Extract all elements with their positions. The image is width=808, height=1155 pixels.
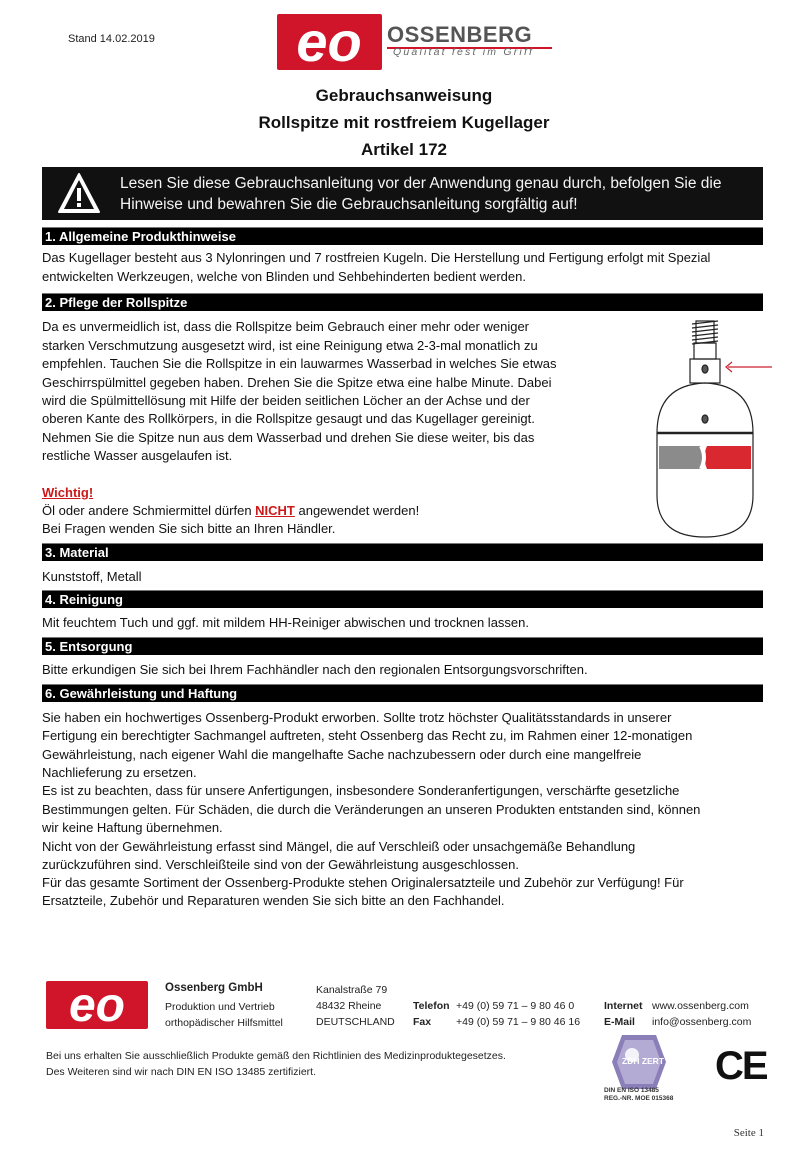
section-text-line: Da es unvermeidlich ist, dass die Rollspitze beim Gebrauch einer mehr oder weniger — [42, 319, 530, 334]
section-heading-disposal: 5. Entsorgung — [42, 637, 763, 655]
brand-slogan: Qualität fest im Griff — [393, 46, 535, 58]
section-text-line: restliche Wasser ausgelaufen ist. — [42, 448, 233, 463]
page-number: Seite 1 — [733, 1127, 764, 1139]
eo-logo-icon — [46, 981, 148, 1029]
svg-text:ZDH ZERT: ZDH ZERT — [621, 1056, 665, 1066]
section-text-line: wir keine Haftung übernehmen. — [42, 820, 223, 835]
section-text-line: Gewährleistung, nach eigener Wahl die mangelhafte Sache nachzubessern oder durch eine mangelfreie — [42, 747, 642, 762]
dealer-note: Bei Fragen wenden Sie sich bitte an Ihren Händler. — [42, 521, 336, 536]
document-date: Stand 14.02.2019 — [68, 33, 155, 45]
section-text-line: Geschirrspülmittel gegeben haben. Drehen Sie die Spitze etwa eine halbe Minute. Dabei — [42, 375, 552, 390]
svg-text:eo: eo — [296, 14, 362, 70]
address-street: Kanalstraße 79 — [316, 984, 388, 996]
email-link[interactable]: info@ossenberg.com — [652, 1016, 752, 1028]
legal-text-line: Bei uns erhalten Sie ausschließlich Produkte gemäß den Richtlinien des Medizinproduktegesetzes. — [46, 1050, 506, 1062]
section-text-line: Bestimmungen gelten. Für Schäden, die durch die Veränderungen an unseren Produkten entstanden sind, können — [42, 802, 701, 817]
disposal-text: Bitte erkundigen Sie sich bei Ihrem Fachhändler nach den regionalen Entsorgungsvorschriften. — [42, 662, 588, 677]
phone-number[interactable]: +49 (0) 59 71 – 9 80 46 0 — [456, 1000, 575, 1012]
section-heading-care: 2. Pflege der Rollspitze — [42, 293, 763, 311]
warning-text: Lesen Sie diese Gebrauchsanleitung vor der Anwendung genau durch, befolgen Sie die Hinweise und bewahren Sie die Gebrauchsanleitung sorgfältig auf! — [120, 175, 722, 213]
certificate-badge-icon — [610, 1033, 668, 1091]
section-text-line: Nehmen Sie die Spitze nun aus dem Wasserbad und drehen Sie diese weiter, bis das — [42, 430, 535, 445]
not-emphasis: NICHT — [255, 503, 295, 518]
material-text: Kunststoff, Metall — [42, 569, 142, 584]
warning-banner — [42, 167, 763, 220]
section-text-line: zurückzuführen sind. Verschleißteile sind von der Gewährleistung ausgeschlossen. — [42, 857, 519, 872]
section-text-line: starken Verschmutzung ausgesetzt wird, ist eine Reinigung etwa 2-3-mal monatlich zu — [42, 338, 538, 353]
product-title: Rollspitze mit rostfreiem Kugellager — [258, 113, 550, 132]
section-text-line: wird die Spülmittellösung mit Hilfe der beiden seitlichen Löcher an der Achse und der — [42, 393, 530, 408]
footer-logo — [46, 981, 148, 1029]
email-label: E-Mail — [604, 1016, 635, 1028]
section-text-line: Es ist zu beachten, dass für unsere Anfertigungen, insbesondere Sonderanfertigungen, verschärfte gesetzliche — [42, 783, 680, 798]
ce-mark-icon: CE — [715, 1044, 767, 1088]
section-text-line: Ersatzteile, Zubehör und Reparaturen wenden Sie sich bitte an den Fachhandel. — [42, 893, 505, 908]
address-country: DEUTSCHLAND — [316, 1016, 395, 1028]
lubricant-note — [42, 502, 419, 520]
phone-label: Telefon — [413, 1000, 450, 1012]
section-text-line: oberen Kante des Rollkörpers, in die Rollspitze gesaugt und das Kugellager gereinigt. — [42, 411, 535, 426]
fax-number: +49 (0) 59 71 – 9 80 46 16 — [456, 1016, 581, 1028]
fax-label: Fax — [413, 1016, 432, 1028]
section-heading-cleaning: 4. Reinigung — [42, 590, 763, 608]
section-heading-general: 1. Allgemeine Produkthinweise — [42, 227, 763, 245]
section-text-line: Für das gesamte Sortiment der Ossenberg-Produkte stehen Originalersatzteile und Zubehör zur Verfügung! Für — [42, 875, 684, 890]
section-text-line: empfehlen. Tauchen Sie die Rollspitze in ein lauwarmes Wasserbad in welches Sie etwas — [42, 356, 557, 371]
brand-name: OSSENBERG — [387, 22, 533, 47]
section-text-line: Das Kugellager besteht aus 3 Nylonringen und 7 rostfreien Kugeln. Die Herstellung und Fertigung erfolgt mit Spezial — [42, 250, 711, 265]
document-title: Gebrauchsanweisung — [315, 86, 493, 105]
section-text-line: Fertigung ein berechtigter Sachmangel auftreten, steht Ossenberg das Recht zu, im Rahmen einer 12-monatigen — [42, 728, 693, 743]
section-heading-warranty: 6. Gewährleistung und Haftung — [42, 684, 763, 702]
company-line: orthopädischer Hilfsmittel — [165, 1017, 283, 1029]
section-heading-material: 3. Material — [42, 543, 763, 561]
cleaning-text: Mit feuchtem Tuch und ggf. mit mildem HH-Reiniger abwischen und trocknen lassen. — [42, 615, 529, 630]
address-city: 48432 Rheine — [316, 1000, 382, 1012]
cert-registration: REG.-NR. MOE 015368 — [604, 1095, 674, 1102]
important-label: Wichtig! — [42, 485, 94, 500]
section-text-line: Nicht von der Gewährleistung erfasst sind Mängel, die auf Verschleiß oder unsachgemäße Behandlung — [42, 839, 636, 854]
roller-tip-illustration — [640, 315, 780, 543]
note-text: angewendet werden! — [294, 503, 420, 518]
zdh-cert-badge — [610, 1033, 668, 1091]
warning-triangle-icon — [56, 171, 102, 215]
cert-standard: DIN EN ISO 13485 — [604, 1087, 659, 1094]
article-number: Artikel 172 — [361, 140, 447, 159]
section-text-line: Sie haben ein hochwertiges Ossenberg-Produkt erworben. Sollte trotz höchster Qualitätsstandards in unserer — [42, 710, 672, 725]
company-name: Ossenberg GmbH — [165, 982, 263, 994]
section-text-line: entwickelten Werkzeugen, welche von Blinden und Sehbehinderten bedient werden. — [42, 269, 526, 284]
website-link[interactable]: www.ossenberg.com — [652, 1000, 749, 1012]
legal-text-line: Des Weiteren sind wir nach DIN EN ISO 13485 zertifiziert. — [46, 1066, 316, 1078]
internet-label: Internet — [604, 1000, 643, 1012]
section-text-line: Nachlieferung zu ersetzen. — [42, 765, 197, 780]
svg-text:eo: eo — [68, 981, 126, 1029]
company-line: Produktion und Vertrieb — [165, 1001, 275, 1013]
roller-tip-icon — [640, 315, 780, 543]
note-text: Öl oder andere Schmiermittel dürfen — [42, 503, 256, 518]
